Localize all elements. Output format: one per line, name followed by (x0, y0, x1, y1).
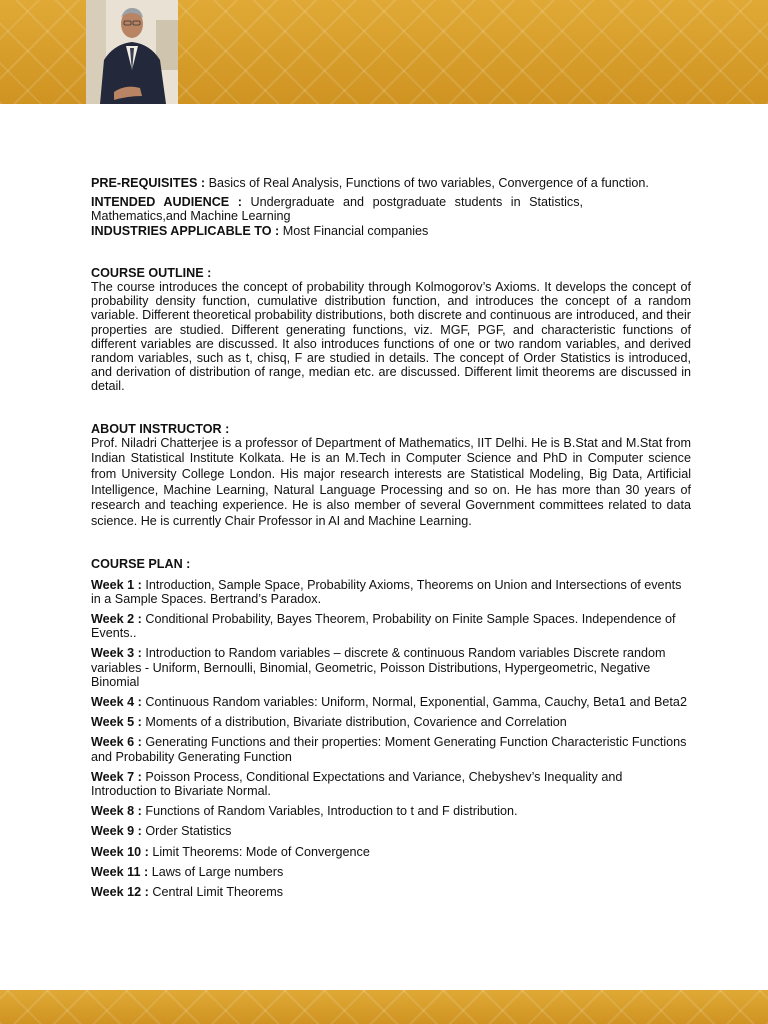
about-instructor-heading: ABOUT INSTRUCTOR : (91, 421, 230, 436)
week-label: Week 4 : (91, 695, 142, 710)
intended-audience (91, 195, 583, 223)
week-item (91, 824, 691, 838)
week-label: Week 3 : (91, 646, 142, 661)
week-text: Generating Functions and their properties: Moment Generating Function Characteristic Functions and Probability Generating Function (91, 735, 687, 764)
course-details (91, 176, 691, 905)
week-text: Central Limit Theorems (152, 885, 284, 900)
week-item (91, 804, 691, 818)
week-label: Week 10 : (91, 844, 149, 859)
industries-label: INDUSTRIES APPLICABLE TO : (91, 223, 280, 238)
about-instructor-body: Prof. Niladri Chatterjee is a professor of Department of Mathematics, IIT Delhi. He is B.Stat and M.Stat from Indian Statistical Institute Kolkata. He is an M.Tech in Computer Science and PhD in Computer science from University College London. His major research interests are Statistical Modeling, Big Data, Artificial Intelligence, Machine Learning, Natural Language Processing and so on. He has more than 30 years of research and teaching experience. He is also member of several Government committees related to data science. He is currently Chair Professor in AI and Machine Learning. (91, 435, 691, 528)
prerequisites-label: PRE-REQUISITES : (91, 176, 206, 190)
week-text: Introduction, Sample Space, Probability Axioms, Theorems on Union and Intersections of events in a Sample Spaces. Bertrand’s Paradox. (91, 577, 682, 606)
week-item (91, 885, 691, 899)
week-item (91, 845, 691, 859)
prerequisites-text: Basics of Real Analysis, Functions of two variables, Convergence of a function. (208, 176, 649, 190)
week-item (91, 646, 691, 689)
week-text: Conditional Probability, Bayes Theorem, Probability on Finite Sample Spaces. Independence of Events.. (91, 612, 676, 641)
prerequisites (91, 176, 691, 190)
week-text: Laws of Large numbers (151, 864, 284, 879)
week-text: Poisson Process, Conditional Expectations and Variance, Chebyshev’s Inequality and Introduction to Bivariate Normal. (91, 769, 623, 799)
week-label: Week 6 : (91, 735, 142, 750)
course-plan-heading: COURSE PLAN : (91, 557, 191, 572)
industries (91, 224, 691, 238)
week-text: Limit Theorems: Mode of Convergence (152, 844, 370, 859)
instructor-photo (86, 0, 178, 104)
week-label: Week 5 : (91, 715, 142, 730)
week-text: Order Statistics (145, 824, 232, 839)
week-item (91, 578, 691, 606)
week-label: Week 11 : (91, 864, 149, 879)
footer-banner (0, 990, 768, 1024)
week-item (91, 715, 691, 729)
week-label: Week 1 : (91, 577, 142, 592)
week-item (91, 770, 691, 798)
portrait-icon (86, 0, 178, 104)
week-item (91, 695, 691, 709)
week-label: Week 2 : (91, 612, 142, 627)
week-text: Moments of a distribution, Bivariate distribution, Covarience and Correlation (145, 715, 567, 730)
course-outline-body: The course introduces the concept of probability through Kolmogorov’s Axioms. It develops the concept of probability density function, cumulative distribution function, and introduces the concept of a random variable. Different theoretical probability distributions, both discrete and continuous are introduced, and their properties are studied. Different generating functions, viz. MGF, PGF, and characteristic functions of different variables are discussed. It also introduces functions of one or two random variables, and derived random variables, such as t, chisq, F are studied in details. The concept of Order Statistics is introduced, and derivation of distribution of range, median etc. are discussed. Different limit theorems are discussed in detail. (91, 280, 691, 394)
audience-label: INTENDED AUDIENCE : (91, 195, 242, 210)
industries-text: Most Financial companies (282, 223, 429, 238)
week-text: Continuous Random variables: Uniform, Normal, Exponential, Gamma, Cauchy, Beta1 and Beta2 (145, 695, 687, 710)
week-label: Week 9 : (91, 824, 142, 839)
week-item (91, 612, 691, 640)
week-item (91, 865, 691, 879)
week-item (91, 735, 691, 763)
week-text: Introduction to Random variables – discrete & continuous Random variables Discrete random variables - Uniform, Bernoulli, Binomial, Geometric, Poisson Distributions, Hypergeometric, Negative Binomial (91, 646, 666, 689)
week-label: Week 12 : (91, 885, 149, 900)
course-outline-heading: COURSE OUTLINE : (91, 265, 212, 280)
week-list (91, 578, 691, 900)
audience-text: Undergraduate and postgraduate students in Statistics, Mathematics,and Machine Learning (91, 195, 584, 224)
week-text: Functions of Random Variables, Introduction to t and F distribution. (145, 804, 518, 819)
week-label: Week 8 : (91, 804, 142, 819)
week-label: Week 7 : (91, 769, 142, 784)
